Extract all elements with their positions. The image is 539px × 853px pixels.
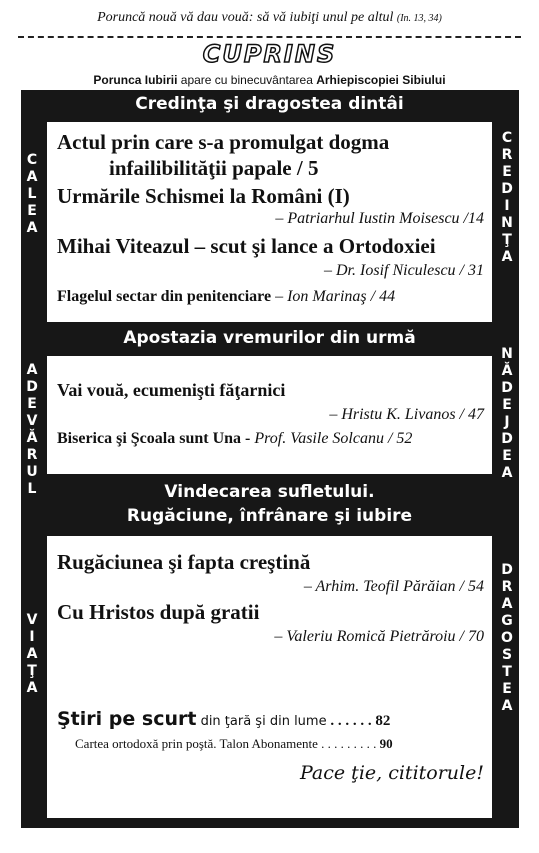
vertical-letter: L	[27, 186, 37, 202]
vertical-letter: R	[501, 147, 513, 163]
vertical-letter: U	[26, 464, 38, 480]
article-3-author: – Dr. Iosif Niculescu / 31	[324, 262, 484, 279]
article-6	[57, 430, 484, 448]
vertical-letter: C	[501, 130, 513, 146]
catalog-dots: . . . . . . . . .	[317, 736, 380, 751]
section-1-panel	[47, 122, 492, 322]
vertical-letter: E	[502, 681, 512, 697]
article-1-title-line1: Actul prin care s-a promulgat dogma	[57, 130, 390, 154]
vertical-letter: D	[501, 562, 513, 578]
vertical-letter: I	[504, 198, 510, 214]
article-3-title: Mihai Viteazul – scut şi lance a Ortodoxiei	[57, 234, 436, 258]
closing-greeting: Pace ţie, cititorule!	[300, 762, 484, 784]
vertical-letter: Ă	[501, 363, 513, 379]
section-heading-3	[42, 480, 497, 528]
vertical-letter: A	[501, 596, 513, 612]
vertical-letter: V	[26, 612, 38, 628]
news-line	[57, 708, 484, 730]
left-word-viata	[23, 612, 41, 697]
article-7-title: Rugăciunea şi fapta creştină	[57, 550, 311, 574]
article-2-author: – Patriarhul Iustin Moisescu /14	[275, 210, 484, 227]
left-word-calea	[23, 152, 41, 237]
article-1-title-line2: infailibilităţii papale / 5	[109, 156, 319, 180]
vertical-letter: A	[26, 362, 38, 378]
article-8-title: Cu Hristos după gratii	[57, 600, 260, 624]
article-4-author: – Ion Marinaş / 44	[271, 288, 396, 305]
vertical-letter: R	[501, 579, 513, 595]
motto-reference: (In. 13, 34)	[396, 13, 442, 24]
article-6-title: Biserica şi Şcoala sunt Una -	[57, 430, 255, 447]
section-heading-3-line1: Vindecarea sufletului.	[164, 482, 375, 502]
vertical-letter: G	[501, 613, 513, 629]
dashed-divider	[18, 36, 521, 38]
vertical-letter: E	[27, 203, 37, 219]
vertical-letter: A	[26, 646, 38, 662]
section-3-panel	[47, 536, 492, 818]
vertical-letter: D	[26, 379, 38, 395]
vertical-letter: R	[26, 447, 38, 463]
news-page: 82	[375, 713, 391, 729]
archdiocese-name: Arhiepiscopiei Sibiului	[316, 73, 446, 87]
motto	[0, 10, 539, 26]
catalog-line	[75, 736, 484, 752]
section-2-panel	[47, 356, 492, 474]
article-5-title: Vai vouă, ecumenişti făţarnici	[57, 380, 286, 400]
news-subtitle: din ţară şi din lume	[196, 714, 327, 729]
vertical-letter: C	[26, 152, 38, 168]
motto-text: Poruncă nouă vă dau vouă: să vă iubiţi unul pe altul	[97, 10, 394, 25]
article-7-author: – Arhim. Teofil Părăian / 54	[303, 578, 484, 595]
publication-note	[0, 73, 539, 87]
page-title: CUPRINS	[202, 40, 337, 68]
section-heading-3-line2: Rugăciune, înfrânare şi iubire	[126, 506, 413, 526]
vertical-letter: E	[27, 396, 37, 412]
vertical-letter: Ţ	[502, 232, 512, 248]
vertical-letter: E	[502, 448, 512, 464]
vertical-letter: V	[26, 413, 38, 429]
article-4	[57, 288, 484, 306]
vertical-letter: N	[501, 346, 513, 362]
vertical-letter: A	[26, 220, 38, 236]
article-5-author: – Hristu K. Livanos / 47	[329, 406, 484, 423]
vertical-letter: D	[501, 380, 513, 396]
right-word-credinta	[498, 130, 516, 266]
vertical-letter: S	[501, 647, 513, 663]
catalog-text: Cartea ortodoxă prin poştă. Talon Abonamente	[75, 736, 318, 751]
vertical-letter: A	[26, 169, 38, 185]
article-6-author: Prof. Vasile Solcanu / 52	[254, 430, 413, 447]
news-dots: . . . . . .	[326, 713, 376, 729]
vertical-letter: O	[501, 630, 513, 646]
vertical-letter: J	[504, 414, 510, 430]
right-word-nadejdea	[498, 346, 516, 482]
publication-note-middle: apare cu binecuvântarea	[177, 73, 317, 87]
news-title: Ştiri pe scurt	[57, 708, 197, 730]
vertical-letter: A	[501, 465, 513, 481]
vertical-letter: T	[502, 664, 512, 680]
vertical-letter: E	[502, 164, 512, 180]
magazine-name: Porunca Iubirii	[93, 73, 178, 87]
vertical-letter: L	[27, 481, 37, 497]
article-8-author: – Valeriu Romică Pietrăroiu / 70	[274, 628, 484, 645]
vertical-letter: D	[501, 431, 513, 447]
vertical-letter: A	[26, 680, 38, 696]
vertical-letter: Ţ	[27, 663, 37, 679]
right-word-dragostea	[498, 562, 516, 715]
vertical-letter: N	[501, 215, 513, 231]
article-2-title: Urmările Schismei la Români (I)	[57, 184, 350, 208]
vertical-letter: I	[29, 629, 35, 645]
vertical-letter: Ă	[26, 430, 38, 446]
article-4-title: Flagelul sectar din penitenciare	[57, 288, 272, 305]
vertical-letter: A	[501, 698, 513, 714]
vertical-letter: E	[502, 397, 512, 413]
vertical-letter: D	[501, 181, 513, 197]
left-word-adevarul	[23, 362, 41, 498]
vertical-letter: A	[501, 249, 513, 265]
catalog-page: 90	[379, 736, 393, 751]
section-heading-2: Apostazia vremurilor din urmă	[123, 328, 416, 348]
section-heading-1: Credinţa şi dragostea dintâi	[135, 94, 404, 114]
